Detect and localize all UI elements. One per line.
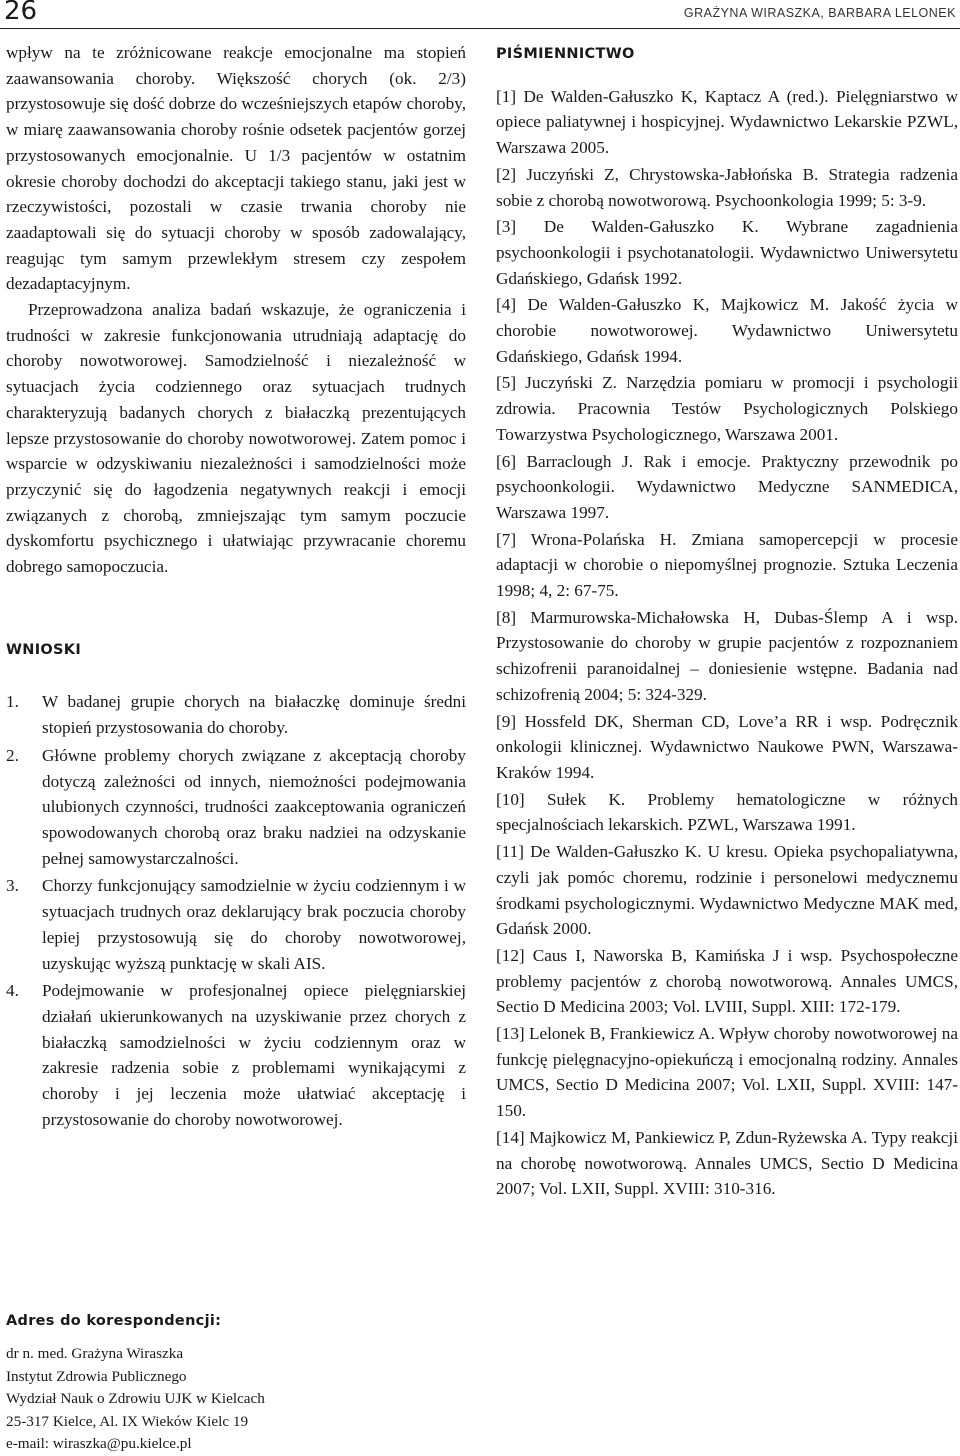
conclusions-heading: WNIOSKI: [6, 641, 82, 658]
body-paragraph: wpływ na te zróżnicowane reakcje emocjonalne ma stopień zaawansowania choroby. Większość chorych (ok. 2/3) przystosowuje się dość dobrze do wcześniejszych etapów choroby, w miarę zaawansowania choroby rośnie odsetek pacjentów gorzej przystosowanych emocjonalnie. U 1/3 pacjentów w ostatnim okresie choroby dochodzi do akceptacji takiego stanu, jaki jest w rzeczywistości, pozostali w czasie trwania choroby nie zaadaptowali się do sytuacji choroby w sposób zadowalający, reagując tym samym przewlekłym stresem czy zespołem dezadaptacyjnym.: [6, 43, 466, 294]
reference-item: [10] Sułek K. Problemy hematologiczne w różnych specjalnościach lekarskich. PZWL, Warszawa 1991.: [496, 789, 958, 835]
conclusion-text: W badanej grupie chorych na białaczkę dominuje średni stopień przystosowania do choroby.: [42, 692, 466, 738]
reference-item: [2] Juczyński Z, Chrystowska-Jabłońska B. Strategia radzenia sobie z chorobą nowotworową. Psychoonkologia 1999; 5: 3-9.: [496, 164, 958, 210]
conclusion-item: [6, 873, 466, 976]
reference-item: [14] Majkowicz M, Pankiewicz P, Zdun-Ryżewska A. Typy reakcji na chorobę nowotworową. Annales UMCS, Sectio D Medicina 2007; Vol. LXII, Suppl. XVIII: 310-316.: [496, 1127, 958, 1199]
header-rule: [0, 28, 960, 29]
conclusion-item: [6, 689, 466, 740]
reference-item: [8] Marmurowska-Michałowska H, Dubas-Ślemp A i wsp. Przystosowanie do choroby w grupie pacjentów z rozpoznaniem schizofrenii paranoidalnej – doniesienie wstępne. Badania nad schizofrenią 2004; 5: 324-329.: [496, 607, 958, 704]
reference-item: [5] Juczyński Z. Narzędzia pomiaru w promocji i psychologii zdrowia. Pracownia Testów Psychologicznych Polskiego Towarzystwa Psychologicznego, Warszawa 2001.: [496, 373, 958, 444]
conclusion-number: 3.: [6, 876, 19, 896]
address-line: Instytut Zdrowia Publicznego: [6, 1367, 187, 1385]
reference-item: [13] Lelonek B, Frankiewicz A. Wpływ choroby nowotworowej na funkcję pielęgnacyjno-opiekuńczą i emocjonalną rodziny. Annales UMCS, Sectio D Medicina 2007; Vol. LXII, Suppl. XVIII: 147-150.: [496, 1024, 958, 1121]
conclusion-number: 2.: [6, 745, 19, 765]
conclusions-list: [6, 689, 466, 1132]
address-line: Wydział Nauk o Zdrowiu UJK w Kielcach: [6, 1390, 265, 1407]
reference-item: [4] De Walden-Gałuszko K, Majkowicz M. Jakość życia w chorobie nowotworowej. Wydawnictwo Uniwersytetu Gdańskiego, Gdańsk 1994.: [496, 295, 958, 366]
address-line: 25-317 Kielce, Al. IX Wieków Kielc 19: [6, 1412, 249, 1430]
correspondence-address: [6, 1313, 466, 1456]
reference-item: [6] Barraclough J. Rak i emocje. Praktyczny przewodnik po psychoonkologii. Wydawnictwo Medyczne SANMEDICA, Warszawa 1997.: [496, 451, 958, 522]
reference-item: [7] Wrona-Polańska H. Zmiana samopercepcji w procesie adaptacji w chorobie o niepomyślnej prognozie. Sztuka Leczenia 1998; 4, 2: 67-75.: [496, 529, 958, 601]
reference-item: [9] Hossfeld DK, Sherman CD, Love’a RR i wsp. Podręcznik onkologii klinicznej. Wydawnictwo Naukowe PWN, Warszawa-Kraków 1994.: [496, 711, 958, 782]
email-link[interactable]: e-mail: wiraszka@pu.kielce.pl: [6, 1435, 192, 1452]
address-line: dr n. med. Grażyna Wiraszka: [6, 1345, 184, 1362]
left-column: [6, 40, 466, 1134]
conclusion-item: [6, 743, 466, 872]
conclusion-text: Chorzy funkcjonujący samodzielnie w życiu codziennym i w sytuacjach trudnych oraz deklarujący brak poczucia choroby lepiej przystosowują się do choroby nowotworowej, uzyskując wyższą punktację w skali AIS.: [42, 876, 466, 973]
reference-item: [12] Caus I, Naworska B, Kamińska J i wsp. Psychospołeczne problemy pacjentów z chorobą nowotworową. Annales UMCS, Sectio D Medicina 2003; Vol. LVIII, Suppl. XIII: 172-179.: [496, 945, 958, 1017]
reference-item: [1] De Walden-Gałuszko K, Kaptacz A (red.). Pielęgniarstwo w opiece paliatywnej i hospicyjnej. Wydawnictwo Lekarskie PZWL, Warszawa 2005.: [496, 86, 958, 158]
conclusion-number: 4.: [6, 981, 19, 1001]
conclusion-number: 1.: [6, 692, 19, 712]
references-heading: PIŚMIENNICTWO: [496, 46, 635, 62]
conclusion-text: Główne problemy chorych związane z akceptacją choroby dotyczą zależności od innych, niemożności podejmowania ulubionych czynności, trudności zaakceptowania ograniczeń spowodowanych chorobą oraz braku nadziei na odzyskanie pełnej samowystarczalności.: [42, 745, 466, 868]
conclusion-item: [6, 978, 466, 1132]
right-column: [496, 40, 958, 1203]
conclusion-text: Podejmowanie w profesjonalnej opiece pielęgniarskiej działań ukierunkowanych na uzyskiwanie przez chorych z białaczką samodzielności w życiu codziennym oraz w zakresie radzenia sobie z problemami wynikającymi z choroby i jej leczenia może ułatwiać akceptację i przystosowanie do choroby nowotworowej.: [42, 981, 466, 1129]
body-paragraph: Przeprowadzona analiza badań wskazuje, że ograniczenia i trudności w zakresie funkcjonowania utrudniają adaptację do choroby nowotworowej. Samodzielność i niezależność w sytuacjach życia codziennego oraz sytuacjach trudnych charakteryzują badanych chorych z białaczką prezentujących lepsze przystosowanie do choroby nowotworowej. Zatem pomoc i wsparcie w odzyskiwaniu niezależności i samodzielności może przyczynić się do łagodzenia negatywnych reakcji i emocji związanych z chorobą, zmniejszając tym samym poczucie dyskomfortu psychicznego i ułatwiając przywracanie choremu dobrego samopoczucia.: [6, 300, 466, 577]
reference-item: [3] De Walden-Gałuszko K. Wybrane zagadnienia psychoonkologii i psychotanatologii. Wydawnictwo Uniwersytetu Gdańskiego, Gdańsk 1992.: [496, 217, 958, 288]
reference-item: [11] De Walden-Gałuszko K. U kresu. Opieka psychopaliatywna, czyli jak pomóc choremu, rodzinie i personelowi medycznemu środkami psychologicznymi. Wydawnictwo Medyczne MAK med, Gdańsk 2000.: [496, 842, 958, 939]
correspondence-heading: Adres do korespondencji:: [6, 1313, 222, 1329]
page-number: 26: [4, 0, 38, 26]
running-header: GRAŻYNA WIRASZKA, BARBARA LELONEK: [683, 6, 956, 20]
